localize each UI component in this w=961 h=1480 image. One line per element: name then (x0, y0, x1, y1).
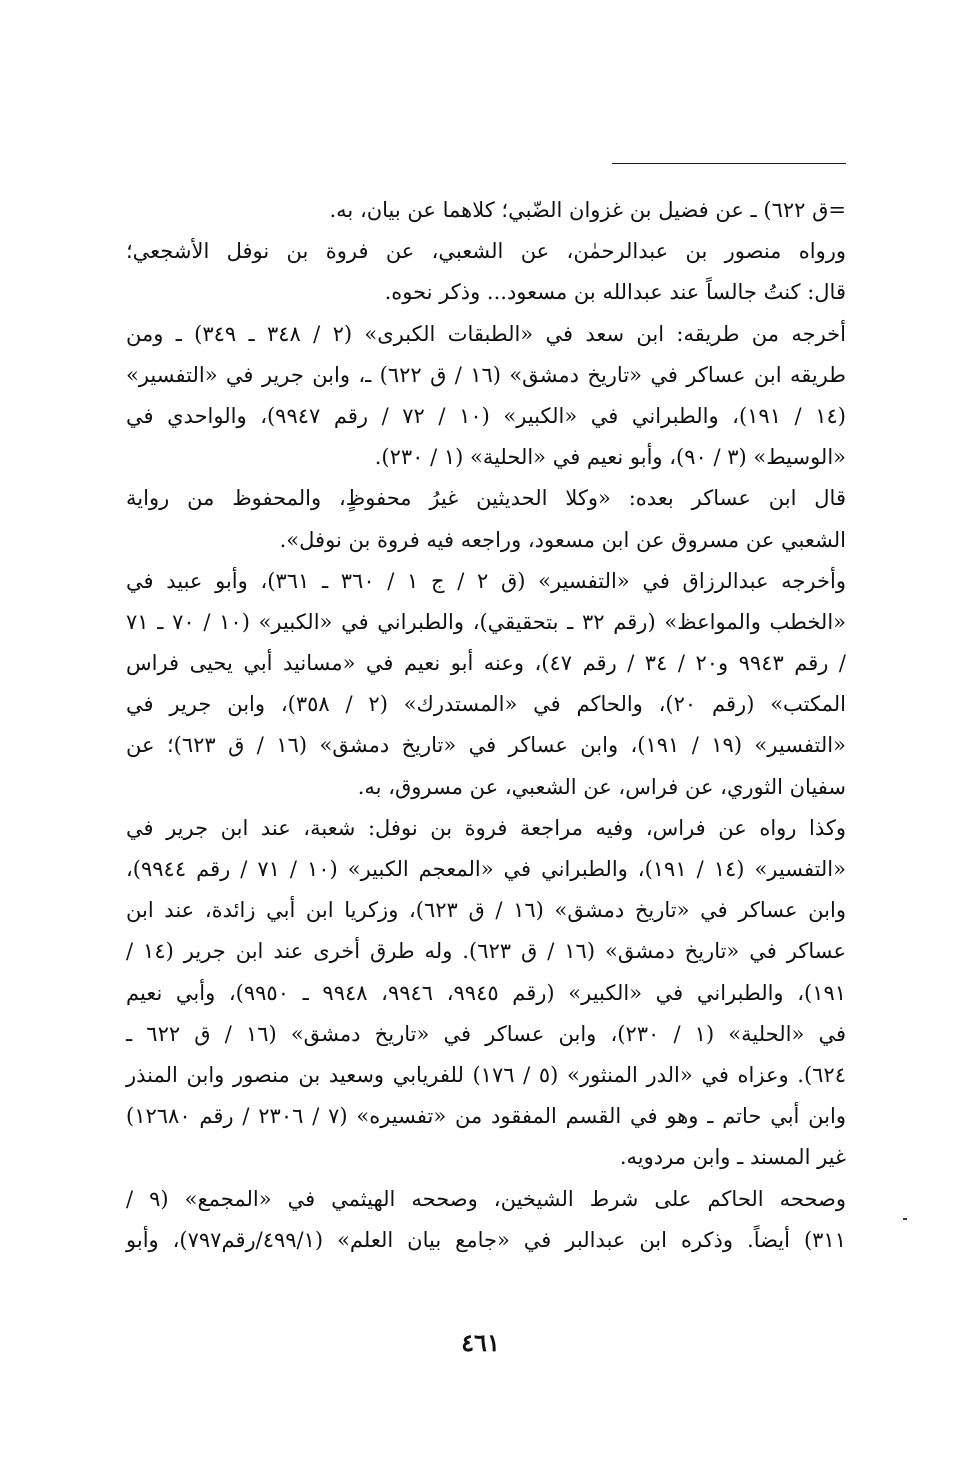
footnote-line: طريقه ابن عساكر في «تاريخ دمشق» (١٦ / ق ٦٢٢) ـ، وابن جرير في «التفسير» (126, 362, 846, 387)
footnote-line: قال: كنتُ جالساً عند عبدالله بن مسعود... وذكر نحوه. (384, 280, 846, 305)
footnote-line: أخرجه من طريقه: ابن سعد في «الطبقات الكبرى» (٢ / ٣٤٨ ـ ٣٤٩) ـ ومن (126, 321, 846, 346)
footnote-line: وكذا رواه عن فراس، وفيه مراجعة فروة بن نوفل: شعبة، عند ابن جرير في (126, 815, 846, 840)
footnote-line: غير المسند ـ وابن مردويه. (619, 1145, 846, 1170)
footnote-line: وأخرجه عبدالرزاق في «التفسير» (ق ٢ / ج ١ / ٣٦٠ ـ ٣٦١)، وأبو عبيد في (126, 568, 846, 593)
footnote-line: عساكر في «تاريخ دمشق» (١٦ / ق ٦٢٣). وله طرق أخرى عند ابن جرير (١٤ / (126, 939, 846, 964)
footnote-line: الشعبي عن مسروق عن ابن مسعود، وراجعه فيه فروة بن نوفل». (279, 527, 846, 552)
footnote-line: (١٤ / ١٩١)، والطبراني في «الكبير» (١٠ / ٧٢ / رقم ٩٩٤٧)، والواحدي في (126, 403, 846, 428)
footnote-line: «التفسير» (١٤ / ١٩١)، والطبراني في «المعجم الكبير» (١٠ / ٧١ / رقم ٩٩٤٤)، (126, 857, 846, 881)
footnote-line: وابن أبي حاتم ـ وهو في القسم المفقود من «تفسيره» (٧ / ٢٣٠٦ / رقم ١٢٦٨٠) (126, 1104, 846, 1129)
footnote-line: ٣١١) أيضاً. وذكره ابن عبدالبر في «جامع بيان العلم» (٤٩٩/١/رقم٧٩٧)، وأبو (126, 1227, 846, 1252)
footnote-text-block (126, 190, 846, 1261)
footnote-separator-rule (612, 163, 846, 164)
margin-mark (903, 1218, 907, 1220)
footnote-line: في «الحلية» (١ / ٢٣٠)، وابن عساكر في «تاريخ دمشق» (١٦ / ق ٦٢٢ ـ (126, 1021, 846, 1046)
footnote-line: / رقم ٩٩٤٣ و٢٠ / ٣٤ / رقم ٤٧)، وعنه أبو نعيم في «مسانيد أبي يحيى فراس (126, 651, 846, 676)
page-number: ٤٦١ (461, 1328, 500, 1357)
footnote-line: ورواه منصور بن عبدالرحمٰن، عن الشعبي، عن فروة بن نوفل الأشجعي؛ (126, 239, 846, 264)
footnote-line: «الخطب والمواعظ» (رقم ٣٢ ـ بتحقيقي)، والطبراني في «الكبير» (١٠ / ٧٠ ـ ٧١ (126, 609, 847, 634)
footnote-line: ١٩١)، والطبراني في «الكبير» (رقم ٩٩٤٥، ٩٩٤٦، ٩٩٤٨ ـ ٩٩٥٠)، وأبي نعيم (126, 980, 847, 1005)
footnote-line: =ق ٦٢٢) ـ عن فضيل بن غزوان الضّبي؛ كلاهما عن بيان، به. (329, 198, 846, 222)
footnote-line: «التفسير» (١٩ / ١٩١)، وابن عساكر في «تاريخ دمشق» (١٦ / ق ٦٢٣)؛ عن (126, 733, 846, 758)
footnote-line: قال ابن عساكر بعده: «وكلا الحديثين غيرُ محفوظٍ، والمحفوظ من رواية (126, 486, 846, 511)
footnote-line: ٦٢٤). وعزاه في «الدر المنثور» (٥ / ١٧٦) للفريابي وسعيد بن منصور وابن المنذر (126, 1062, 846, 1087)
footnote-line: «الوسيط» (٣ / ٩٠)، وأبو نعيم في «الحلية» (١ / ٢٣٠). (374, 445, 846, 470)
footnote-line: وصححه الحاكم على شرط الشيخين، وصححه الهيثمي في «المجمع» (٩ / (126, 1186, 846, 1211)
footnote-line: المكتب» (رقم ٢٠)، والحاكم في «المستدرك» (٢ / ٣٥٨)، وابن جرير في (126, 692, 846, 717)
footnote-line: سفيان الثوري، عن فراس، عن الشعبي، عن مسروق، به. (357, 774, 846, 799)
footnote-line: وابن عساكر في «تاريخ دمشق» (١٦ / ق ٦٢٣)، وزكريا ابن أبي زائدة، عند ابن (126, 898, 846, 923)
